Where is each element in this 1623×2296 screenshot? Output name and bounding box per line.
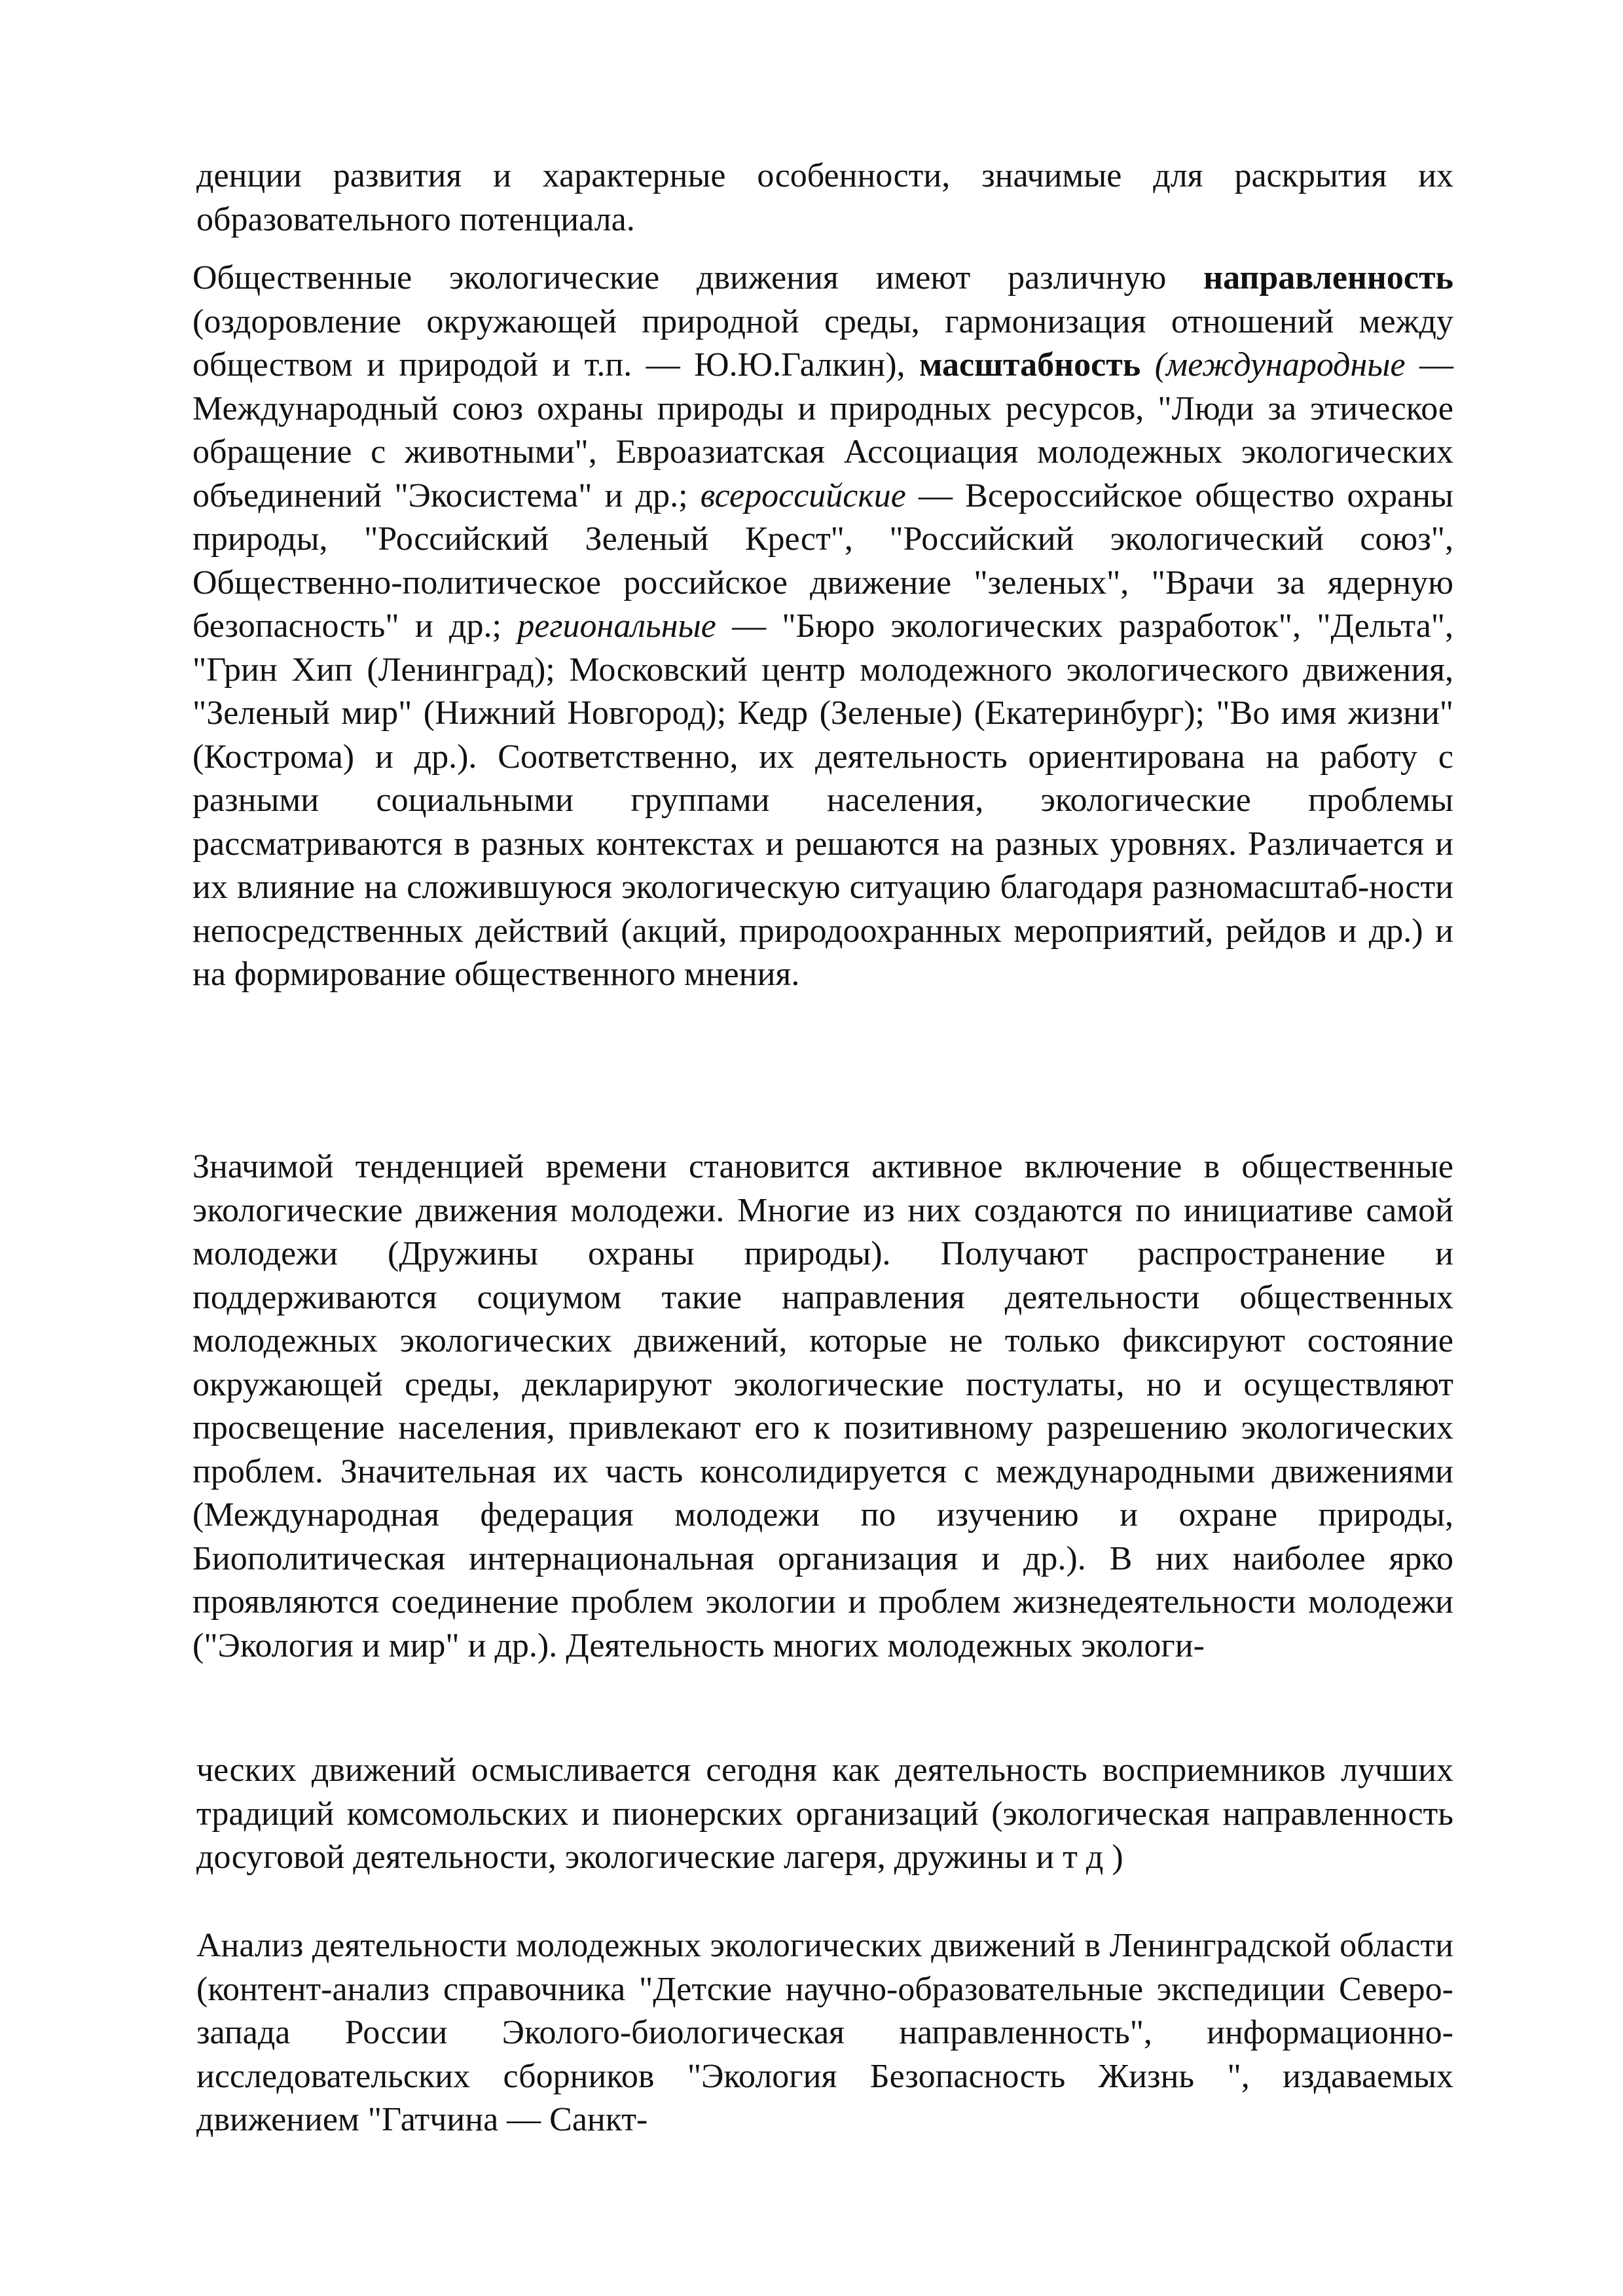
- text-run: — Всероссийское общество охраны природы, "Российский Зеленый Крест", "Российский экологический союз", Общественно-политическое российское движение "зеленых", "Врачи за ядерную безопасность" и др.;: [192, 476, 1453, 645]
- italic-term: всероссийские: [700, 476, 906, 514]
- text-run: — Международный союз охраны природы и природных ресурсов, "Люди за этическое обращение с животными", Евроазиатская Ассоциация молодежных экологических объединений "Экосистема" и др.;: [192, 346, 1454, 514]
- text-run: Общественные экологические движения имеют различную: [192, 259, 1204, 296]
- text-run: Анализ деятельности молодежных экологических движений в Ленинградской области (контент-анализ справочника "Детские научно-образовательные экспедиции Северо-запада России Эколого-биологическая направленность", информационно-исследовательских сборников "Экология Безопасность Жизнь ", издаваемых движением "Гатчина — Санкт-: [196, 1927, 1453, 2138]
- paragraph-youth-movements: [192, 1145, 1453, 1668]
- italic-term: региональные: [517, 607, 716, 645]
- paragraph-komsomol-traditions: [196, 1749, 1453, 1880]
- text-run: денции развития и характерные особенности, значимые для раскрытия их образовательного потенциала.: [196, 157, 1453, 238]
- bold-term: масштабность: [919, 346, 1141, 384]
- italic-term: (международные: [1154, 346, 1406, 384]
- paragraph-movements-scale: [192, 257, 1453, 997]
- text-run: [1140, 346, 1154, 384]
- text-run: ческих движений осмысливается сегодня как деятельность восприемников лучших традиций комсомольских и пионерских организаций (экологическая направленность досуговой деятельности, экологические лагеря, дружины и т д ): [196, 1751, 1453, 1876]
- text-run: Значимой тенденцией времени становится активное включение в общественные экологические движения молодежи. Многие из них создаются по инициативе самой молодежи (Дружины охраны природы). Получают распространение и поддерживаются социумом такие направления деятельности общественных молодежных экологических движений, которые не только фиксируют состояние окружающей среды, декларируют экологические постулаты, но и осуществляют просвещение населения, привлекают его к позитивному разрешению экологических проблем. Значительная их часть консолидируется с международными движениями (Международная федерация молодежи по изучению и охране природы, Биополитическая интернациональная организация и др.). В них наиболее ярко проявляются соединение проблем экологии и проблем жизнедеятельности молодежи ("Экология и мир" и др.). Деятельность многих молодежных экологи-: [192, 1148, 1453, 1664]
- paragraph-intro-continuation: [196, 154, 1453, 242]
- bold-term: направленность: [1203, 259, 1453, 296]
- paragraph-leningrad-analysis: [196, 1924, 1453, 2142]
- text-run: (оздоровление окружающей природной среды, гармонизация отношений между обществом и природой и т.п. — Ю.Ю.Галкин),: [192, 302, 1453, 384]
- text-run: — "Бюро экологических разработок", "Дельта", "Грин Хип (Ленинград); Московский центр молодежного экологического движения, "Зеленый мир" (Нижний Новгород); Кедр (Зеленые) (Екатеринбург); "Во имя жизни" (Кострома) и др.). Соответственно, их деятельность ориентирована на работу с разными социальными группами населения, экологические проблемы рассматриваются в разных контекстах и решаются на разных уровнях. Различается и их влияние на сложившуюся экологическую ситуацию благодаря разномасштаб-ности непосредственных действий (акций, природоохранных мероприятий, рейдов и др.) и на формирование общественного мнения.: [192, 607, 1453, 993]
